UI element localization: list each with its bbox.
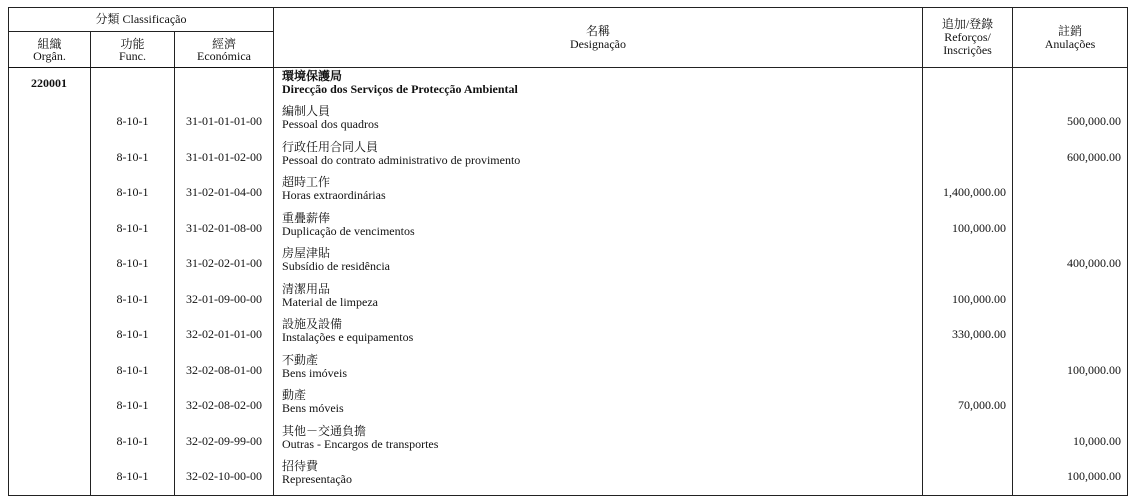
- item-description: [274, 140, 922, 167]
- economic-header-zh: 經濟: [212, 36, 237, 51]
- cancellation-amount: 500,000.00: [1067, 114, 1122, 128]
- func-code: 8-10-1: [116, 469, 149, 483]
- empty-cell: [9, 175, 91, 211]
- econ-cell: [175, 282, 274, 318]
- cancel-cell: [1013, 246, 1128, 282]
- econ-cell: [175, 424, 274, 460]
- designation-header: [274, 8, 923, 68]
- econ-cell: [175, 459, 274, 495]
- empty-cell: [923, 68, 1013, 105]
- addition-amount: [923, 140, 1012, 151]
- item-name-pt: Horas extraordinárias: [282, 188, 386, 202]
- item-name-pt: Outras - Encargos de transportes: [282, 436, 439, 451]
- item-name-zh: 動產: [282, 388, 307, 402]
- econ-code: 32-01-09-00-00: [186, 291, 262, 306]
- func-cell: [91, 424, 175, 460]
- empty-cell: [9, 388, 91, 424]
- empty-cell: [175, 68, 274, 105]
- organ-name-zh: 環境保護局: [282, 69, 343, 83]
- organ-header-zh: 組織: [37, 36, 62, 51]
- empty-cell: [9, 353, 91, 389]
- item-name-pt: Material de limpeza: [282, 294, 378, 309]
- econ-code: 32-02-09-99-00: [186, 433, 262, 448]
- table-row: [9, 140, 1128, 176]
- addition-amount: [923, 424, 1012, 435]
- designation-header-zh: 名稱: [586, 23, 611, 38]
- item-name-zh: 設施及設備: [282, 317, 343, 331]
- table-header: [9, 8, 1128, 68]
- cancellation-amount: 400,000.00: [1067, 256, 1122, 270]
- empty-cell: [9, 424, 91, 460]
- cancellations-header-pt: Anulações: [1044, 36, 1096, 51]
- item-name-pt: Bens imóveis: [282, 365, 348, 380]
- classification-header: [9, 8, 274, 32]
- func-cell: [91, 211, 175, 247]
- cancel-cell: [1013, 424, 1128, 460]
- func-cell: [91, 282, 175, 318]
- add-cell: [923, 317, 1013, 353]
- additions-header: [923, 8, 1013, 68]
- addition-amount: [923, 246, 1012, 257]
- table-row: [9, 388, 1128, 424]
- table-row: [9, 424, 1128, 460]
- cancel-cell: [1013, 353, 1128, 389]
- item-description: [274, 459, 922, 486]
- econ-code: 31-01-01-01-00: [186, 114, 262, 128]
- func-cell: [91, 246, 175, 282]
- table-row: [9, 175, 1128, 211]
- addition-amount: 70,000.00: [958, 398, 1007, 412]
- item-description: [274, 282, 922, 309]
- empty-cell: [9, 282, 91, 318]
- add-cell: [923, 104, 1013, 140]
- empty-cell: [9, 211, 91, 247]
- item-name-pt: Representação: [282, 472, 352, 486]
- func-cell: [91, 104, 175, 140]
- cancellation-amount: [1013, 317, 1127, 328]
- addition-amount: [923, 353, 1012, 364]
- organ-header: [9, 32, 91, 68]
- add-cell: [923, 282, 1013, 318]
- desc-cell: [274, 211, 923, 247]
- func-cell: [91, 459, 175, 495]
- econ-code: 31-01-01-02-00: [186, 149, 262, 164]
- cancellation-amount: [1013, 211, 1127, 222]
- organ-code: 220001: [31, 76, 67, 90]
- cancel-cell: [1013, 140, 1128, 176]
- func-code: 8-10-1: [116, 185, 149, 199]
- add-cell: [923, 246, 1013, 282]
- item-description: [274, 424, 922, 451]
- desc-cell: [274, 246, 923, 282]
- econ-cell: [175, 388, 274, 424]
- item-name-zh: 清潔用品: [282, 281, 331, 296]
- organ-name-cell: [274, 68, 923, 105]
- econ-cell: [175, 140, 274, 176]
- empty-cell: [9, 459, 91, 495]
- item-name-pt: Pessoal dos quadros: [282, 117, 379, 131]
- empty-cell: [9, 140, 91, 176]
- additions-header-zh: 追加/登錄: [941, 17, 994, 31]
- econ-code: 31-02-01-04-00: [186, 185, 262, 199]
- item-name-pt: Bens móveis: [282, 401, 344, 415]
- cancellations-header: [1013, 8, 1128, 68]
- organ-header-pt: Orgân.: [33, 48, 66, 63]
- economic-header-pt: Económica: [197, 48, 251, 63]
- classification-label: 分類 Classificação: [95, 12, 187, 26]
- cancellation-amount: 100,000.00: [1067, 362, 1122, 377]
- cancel-cell: [1013, 211, 1128, 247]
- cancellation-amount: 100,000.00: [1067, 469, 1122, 483]
- item-name-pt: Pessoal do contrato administrativo de provimento: [282, 152, 521, 167]
- cancel-cell: [1013, 459, 1128, 495]
- item-description: [274, 175, 922, 202]
- func-code: 8-10-1: [116, 149, 149, 164]
- addition-amount: 1,400,000.00: [943, 185, 1007, 199]
- add-cell: [923, 424, 1013, 460]
- item-description: [274, 246, 922, 273]
- addition-amount: [923, 459, 1012, 470]
- desc-cell: [274, 388, 923, 424]
- additions-header-pt2: Inscrições: [943, 43, 992, 57]
- item-name-zh: 招待費: [282, 459, 319, 473]
- addition-amount: 100,000.00: [952, 220, 1007, 235]
- empty-cell: [9, 104, 91, 140]
- econ-cell: [175, 246, 274, 282]
- item-name-zh: 房屋津貼: [282, 246, 331, 260]
- add-cell: [923, 211, 1013, 247]
- item-name-zh: 行政任用合同人員: [282, 139, 379, 154]
- func-code: 8-10-1: [116, 220, 149, 235]
- item-description: [274, 211, 922, 238]
- econ-code: 32-02-08-01-00: [186, 362, 262, 377]
- cancellation-amount: [1013, 388, 1127, 399]
- func-code: 8-10-1: [116, 398, 149, 412]
- budget-table: [8, 7, 1128, 496]
- additions-header-pt1: Reforços/: [944, 30, 991, 44]
- table-row: [9, 282, 1128, 318]
- cancellation-amount: [1013, 282, 1127, 293]
- desc-cell: [274, 104, 923, 140]
- table-row: [9, 459, 1128, 495]
- cancellation-amount: 600,000.00: [1067, 149, 1122, 164]
- cancel-cell: [1013, 175, 1128, 211]
- cancel-cell: [1013, 282, 1128, 318]
- item-name-zh: 編制人員: [282, 104, 331, 118]
- econ-code: 32-02-01-01-00: [186, 327, 262, 341]
- item-name-pt: Instalações e equipamentos: [282, 330, 414, 344]
- designation-header-pt: Designação: [570, 36, 626, 51]
- cancel-cell: [1013, 388, 1128, 424]
- empty-cell: [9, 317, 91, 353]
- func-code: 8-10-1: [116, 327, 149, 341]
- cancellations-header-zh: 註銷: [1058, 23, 1083, 38]
- function-header-pt: Func.: [119, 48, 146, 63]
- function-header: [91, 32, 175, 68]
- table-row: [9, 246, 1128, 282]
- desc-cell: [274, 353, 923, 389]
- table-row: [9, 104, 1128, 140]
- empty-cell: [1013, 68, 1128, 105]
- cancel-cell: [1013, 104, 1128, 140]
- item-name-zh: 其他－交通負擔: [282, 423, 367, 438]
- cancel-cell: [1013, 317, 1128, 353]
- func-cell: [91, 175, 175, 211]
- add-cell: [923, 140, 1013, 176]
- organ-code-cell: [9, 68, 91, 105]
- desc-cell: [274, 140, 923, 176]
- func-code: 8-10-1: [116, 114, 149, 128]
- econ-cell: [175, 175, 274, 211]
- add-cell: [923, 459, 1013, 495]
- econ-cell: [175, 211, 274, 247]
- add-cell: [923, 388, 1013, 424]
- func-code: 8-10-1: [116, 256, 149, 270]
- item-description: [274, 353, 922, 380]
- desc-cell: [274, 282, 923, 318]
- empty-cell: [91, 68, 175, 105]
- item-description: [274, 104, 922, 131]
- desc-cell: [274, 424, 923, 460]
- econ-code: 32-02-08-02-00: [186, 398, 262, 412]
- table-row: [9, 211, 1128, 247]
- addition-amount: 100,000.00: [952, 291, 1007, 306]
- func-cell: [91, 140, 175, 176]
- item-name-pt: Duplicação de vencimentos: [282, 223, 415, 238]
- func-code: 8-10-1: [116, 362, 149, 377]
- econ-code: 31-02-02-01-00: [186, 256, 262, 270]
- organ-name: [274, 68, 922, 96]
- cancellation-amount: [1013, 175, 1127, 186]
- item-name-zh: 超時工作: [282, 175, 331, 189]
- table-body: [9, 68, 1128, 496]
- func-cell: [91, 353, 175, 389]
- desc-cell: [274, 175, 923, 211]
- add-cell: [923, 353, 1013, 389]
- addition-amount: 330,000.00: [952, 327, 1007, 341]
- table-row: [9, 317, 1128, 353]
- item-name-zh: 不動產: [282, 352, 319, 367]
- econ-cell: [175, 317, 274, 353]
- add-cell: [923, 175, 1013, 211]
- organ-row: [9, 68, 1128, 105]
- func-code: 8-10-1: [116, 433, 149, 448]
- economic-header: [175, 32, 274, 68]
- organ-name-pt: Direcção dos Serviços de Protecção Ambiental: [282, 82, 518, 96]
- econ-code: 31-02-01-08-00: [186, 220, 262, 235]
- econ-cell: [175, 353, 274, 389]
- item-description: [274, 317, 922, 344]
- table-row: [9, 353, 1128, 389]
- function-header-zh: 功能: [120, 36, 145, 51]
- addition-amount: [923, 104, 1012, 115]
- func-cell: [91, 388, 175, 424]
- desc-cell: [274, 317, 923, 353]
- desc-cell: [274, 459, 923, 495]
- func-code: 8-10-1: [116, 291, 149, 306]
- func-cell: [91, 317, 175, 353]
- item-description: [274, 388, 922, 415]
- item-name-pt: Subsídio de residência: [282, 259, 390, 273]
- item-name-zh: 重疊薪俸: [282, 210, 331, 225]
- econ-code: 32-02-10-00-00: [186, 469, 262, 483]
- econ-cell: [175, 104, 274, 140]
- empty-cell: [9, 246, 91, 282]
- cancellation-amount: 10,000.00: [1073, 433, 1122, 448]
